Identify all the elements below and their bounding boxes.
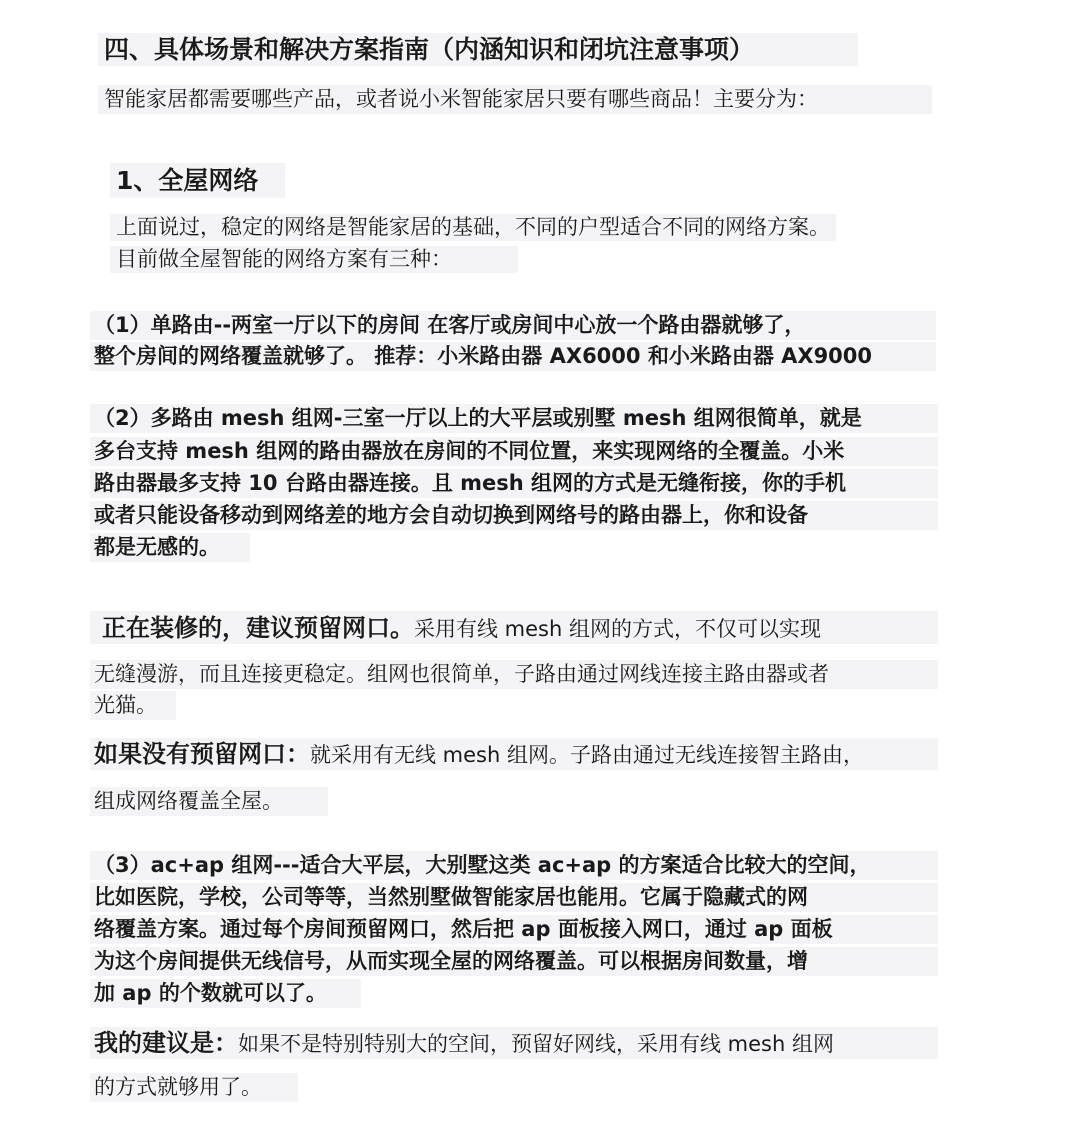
renovating-lead: 正在装修的，建议预留网口。 bbox=[102, 614, 414, 642]
option2-line-5: 都是无感的。 bbox=[90, 533, 250, 562]
no-port-line-1 bbox=[90, 738, 938, 770]
subsection-text-line-1: 上面说过，稳定的网络是智能家居的基础，不同的户型适合不同的网络方案。 bbox=[110, 214, 836, 241]
intro-text: 智能家居都需要哪些产品，或者说小米智能家居只要有哪些商品！主要分为： bbox=[98, 85, 932, 114]
renovating-line-1 bbox=[90, 611, 938, 644]
option3-line-2: 比如医院，学校，公司等等，当然别墅做智能家居也能用。它属于隐藏式的网 bbox=[90, 883, 938, 912]
option3-line-4: 为这个房间提供无线信号，从而实现全屋的网络覆盖。可以根据房间数量，增 bbox=[90, 947, 938, 976]
option2-line-4: 或者只能设备移动到网络差的地方会自动切换到网络号的路由器上，你和设备 bbox=[90, 501, 938, 530]
option3-line-3: 络覆盖方案。通过每个房间预留网口，然后把 ap 面板接入网口，通过 ap 面板 bbox=[90, 915, 938, 944]
advice-line-1 bbox=[90, 1027, 938, 1059]
advice-line-2: 的方式就够用了。 bbox=[90, 1073, 298, 1102]
option2-line-1: （2）多路由 mesh 组网-三室一厅以上的大平层或别墅 mesh 组网很简单，就是 bbox=[90, 404, 938, 433]
advice-lead: 我的建议是： bbox=[94, 1029, 238, 1057]
no-port-lead: 如果没有预留网口： bbox=[94, 740, 310, 768]
option3-line-5: 加 ap 的个数就可以了。 bbox=[90, 979, 361, 1008]
option2-line-2: 多台支持 mesh 组网的路由器放在房间的不同位置，来实现网络的全覆盖。小米 bbox=[90, 437, 938, 466]
renovating-line-3: 光猫。 bbox=[90, 691, 176, 720]
renovating-line-2: 无缝漫游，而且连接更稳定。组网也很简单，子路由通过网线连接主路由器或者 bbox=[90, 660, 938, 689]
option1-line-1: （1）单路由--两室一厅以下的房间 在客厅或房间中心放一个路由器就够了， bbox=[90, 311, 936, 340]
subsection-text-line-2: 目前做全屋智能的网络方案有三种： bbox=[110, 246, 518, 273]
no-port-line-2: 组成网络覆盖全屋。 bbox=[90, 787, 328, 816]
subsection-title: 1、全屋网络 bbox=[110, 163, 285, 198]
option2-line-3: 路由器最多支持 10 台路由器连接。且 mesh 组网的方式是无缝衔接，你的手机 bbox=[90, 469, 938, 498]
renovating-text-1: 采用有线 mesh 组网的方式，不仅可以实现 bbox=[414, 617, 821, 641]
section-title: 四、具体场景和解决方案指南（内涵知识和闭坑注意事项） bbox=[98, 33, 858, 66]
no-port-text-1: 就采用有无线 mesh 组网。子路由通过无线连接智主路由， bbox=[310, 743, 864, 767]
option3-line-1: （3）ac+ap 组网---适合大平层，大别墅这类 ac+ap 的方案适合比较大的空间， bbox=[90, 851, 938, 880]
advice-text-1: 如果不是特别特别大的空间，预留好网线，采用有线 mesh 组网 bbox=[238, 1032, 834, 1056]
option1-line-2: 整个房间的网络覆盖就够了。 推荐：小米路由器 AX6000 和小米路由器 AX9000 bbox=[90, 342, 936, 371]
